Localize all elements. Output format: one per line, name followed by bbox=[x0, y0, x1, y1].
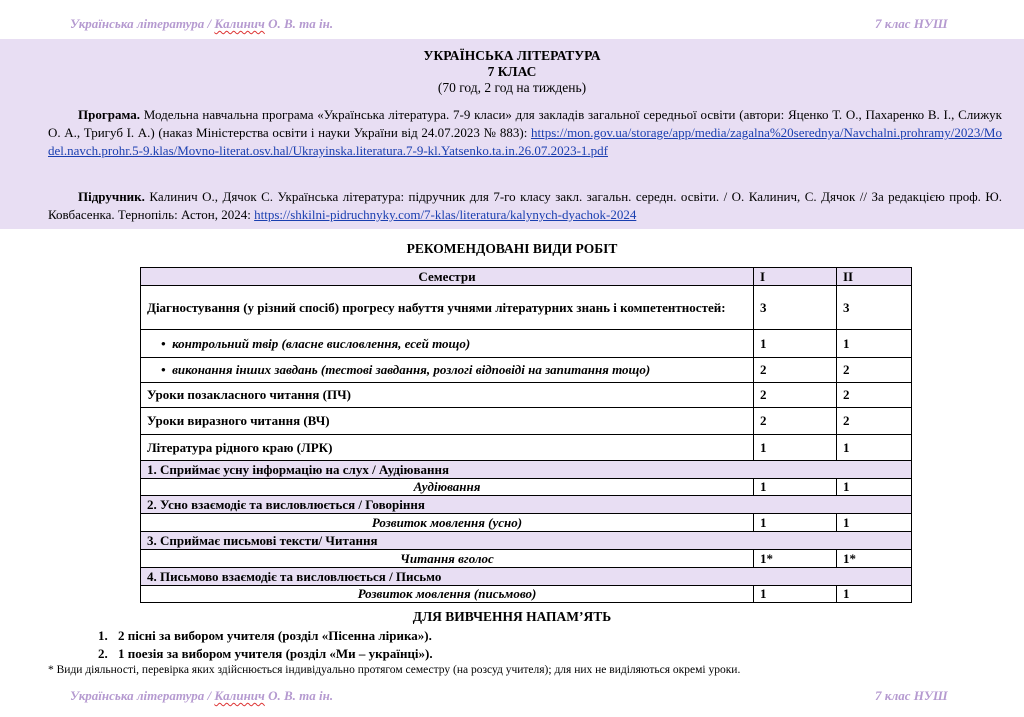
row-sem1: 1 bbox=[754, 330, 837, 358]
row-label: Розвиток мовлення (письмово) bbox=[141, 586, 754, 603]
row-label: Уроки позакласного читання (ПЧ) bbox=[141, 383, 754, 408]
textbook-text: Калинич О., Дячок С. Українська література: підручник для 7-го класу закл. загальн. середн. освіти. / О. Калинич, С. Дячок // За редакцією проф. Ю. Ковбасенка. Тернопіль: Астон, 2024: bbox=[48, 189, 1002, 222]
section-row bbox=[141, 496, 912, 514]
row-label: • контрольний твір (власне висловлення, есей тощо) bbox=[141, 330, 754, 358]
footer-author-suffix: О. В. та ін. bbox=[264, 688, 334, 703]
row-sem1: 2 bbox=[754, 408, 837, 435]
footer-left bbox=[70, 688, 333, 704]
table-row bbox=[141, 408, 912, 435]
row-label: Діагностування (у різний спосіб) прогресу набуття учнями літературних знань і компетентностей: bbox=[141, 286, 754, 330]
row-sem2: 1 bbox=[837, 514, 912, 532]
table-row bbox=[141, 550, 912, 568]
header-author-suffix: О. В. та ін. bbox=[264, 16, 334, 31]
textbook-link[interactable]: https://shkilni-pidruchnyky.com/7-klas/literatura/kalynych-dyachok-2024 bbox=[254, 207, 637, 222]
doc-grade: 7 КЛАС bbox=[487, 64, 537, 79]
row-sem1: 2 bbox=[754, 358, 837, 383]
list-item bbox=[98, 628, 432, 644]
header-subject: Українська література / bbox=[70, 16, 215, 31]
row-sem1: 1* bbox=[754, 550, 837, 568]
section-label: 4. Письмово взаємодіє та висловлюється / Письмо bbox=[141, 568, 912, 586]
section-label: 1. Сприймає усну інформацію на слух / Аудіювання bbox=[141, 461, 912, 479]
table-header-row bbox=[141, 268, 912, 286]
list-text: 2 пісні за вибором учителя (розділ «Пісенна лірика»). bbox=[118, 628, 432, 643]
row-label: Література рідного краю (ЛРК) bbox=[141, 435, 754, 461]
row-label: Розвиток мовлення (усно) bbox=[141, 514, 754, 532]
section-row bbox=[141, 568, 912, 586]
row-label-text: контрольний твір (власне висловлення, есей тощо) bbox=[172, 335, 471, 351]
table-row bbox=[141, 435, 912, 461]
doc-hours: (70 год, 2 год на тиждень) bbox=[437, 80, 587, 95]
section-label: 3. Сприймає письмові тексти/ Читання bbox=[141, 532, 912, 550]
list-number: 2. bbox=[98, 646, 108, 661]
col-sem1: I bbox=[754, 268, 837, 286]
row-sem2: 1* bbox=[837, 550, 912, 568]
section-row bbox=[141, 532, 912, 550]
col-semesters: Семестри bbox=[141, 268, 754, 286]
footnote: * Види діяльності, перевірка яких здійснюється індивідуально протягом семестру (на розсуд учителя); для них не виділяються окремі уроки. bbox=[48, 664, 741, 676]
footer-author: Калинич bbox=[214, 688, 265, 703]
row-sem2: 2 bbox=[837, 408, 912, 435]
list-number: 1. bbox=[98, 628, 108, 643]
row-sem1: 1 bbox=[754, 435, 837, 461]
row-sem2: 1 bbox=[837, 435, 912, 461]
row-sem1: 2 bbox=[754, 383, 837, 408]
page-header bbox=[0, 12, 1024, 34]
row-sem1: 1 bbox=[754, 586, 837, 603]
table-row bbox=[141, 330, 912, 358]
textbook-paragraph bbox=[48, 188, 1002, 224]
table-row bbox=[141, 358, 912, 383]
table-row bbox=[141, 514, 912, 532]
program-link[interactable]: https://mon.gov.ua/storage/app/media/zagalna%20serednya/Navchalni.prohramy/2023/Model.navch.prohr.5-9.klas/Movno-literat.osv.hal/Ukrayinska.literatura.7-9-kl.Yatsenko.ta.in.26.07.2023-1.pdf bbox=[48, 125, 1002, 158]
textbook-label: Підручник. bbox=[78, 189, 145, 204]
header-author: Калинич bbox=[214, 16, 265, 31]
program-paragraph bbox=[48, 106, 1002, 160]
row-label: Аудіювання bbox=[141, 479, 754, 496]
row-sem2: 1 bbox=[837, 330, 912, 358]
row-sem2: 2 bbox=[837, 383, 912, 408]
memorize-title: ДЛЯ ВИВЧЕННЯ НАПАМ’ЯТЬ bbox=[412, 609, 612, 624]
row-label-text: виконання інших завдань (тестові завдання, розлогі відповіді на запитання тощо) bbox=[172, 362, 651, 377]
row-sem1: 1 bbox=[754, 514, 837, 532]
row-sem1: 1 bbox=[754, 479, 837, 496]
footer-right: 7 клас НУШ bbox=[875, 688, 948, 703]
recommended-title: РЕКОМЕНДОВАНІ ВИДИ РОБІТ bbox=[406, 241, 618, 256]
table-row bbox=[141, 586, 912, 603]
row-label: Читання вголос bbox=[141, 550, 754, 568]
section-label: 2. Усно взаємодіє та висловлюється / Говоріння bbox=[141, 496, 912, 514]
col-sem2: II bbox=[837, 268, 912, 286]
footer-subject: Українська література / bbox=[70, 688, 215, 703]
table-row bbox=[141, 383, 912, 408]
header-left bbox=[70, 16, 333, 32]
row-sem2: 1 bbox=[837, 479, 912, 496]
header-right: 7 клас НУШ bbox=[875, 16, 948, 31]
program-label: Програма. bbox=[78, 107, 140, 122]
row-sem2: 1 bbox=[837, 586, 912, 603]
row-sem1: 3 bbox=[754, 286, 837, 330]
table-row bbox=[141, 479, 912, 496]
list-item bbox=[98, 646, 433, 662]
doc-title: УКРАЇНСЬКА ЛІТЕРАТУРА bbox=[423, 48, 601, 63]
works-table bbox=[140, 267, 912, 603]
row-label: • виконання інших завдань (тестові завдання, розлогі відповіді на запитання тощо) bbox=[141, 358, 754, 383]
section-row bbox=[141, 461, 912, 479]
row-sem2: 2 bbox=[837, 358, 912, 383]
row-label: Уроки виразного читання (ВЧ) bbox=[141, 408, 754, 435]
page-footer bbox=[0, 684, 1024, 706]
table-row bbox=[141, 286, 912, 330]
list-text: 1 поезія за вибором учителя (розділ «Ми – українці»). bbox=[118, 646, 433, 661]
row-sem2: 3 bbox=[837, 286, 912, 330]
program-text: Модельна навчальна програма «Українська література. 7-9 класи» для закладів загальної середньої освіти (автори: Яценко Т. О., Пахаренко В. І., Слижук О. А., Тригуб І. А.) (наказ Міністерства освіти і науки України від 24.07.2023 № 883): bbox=[48, 107, 1002, 140]
